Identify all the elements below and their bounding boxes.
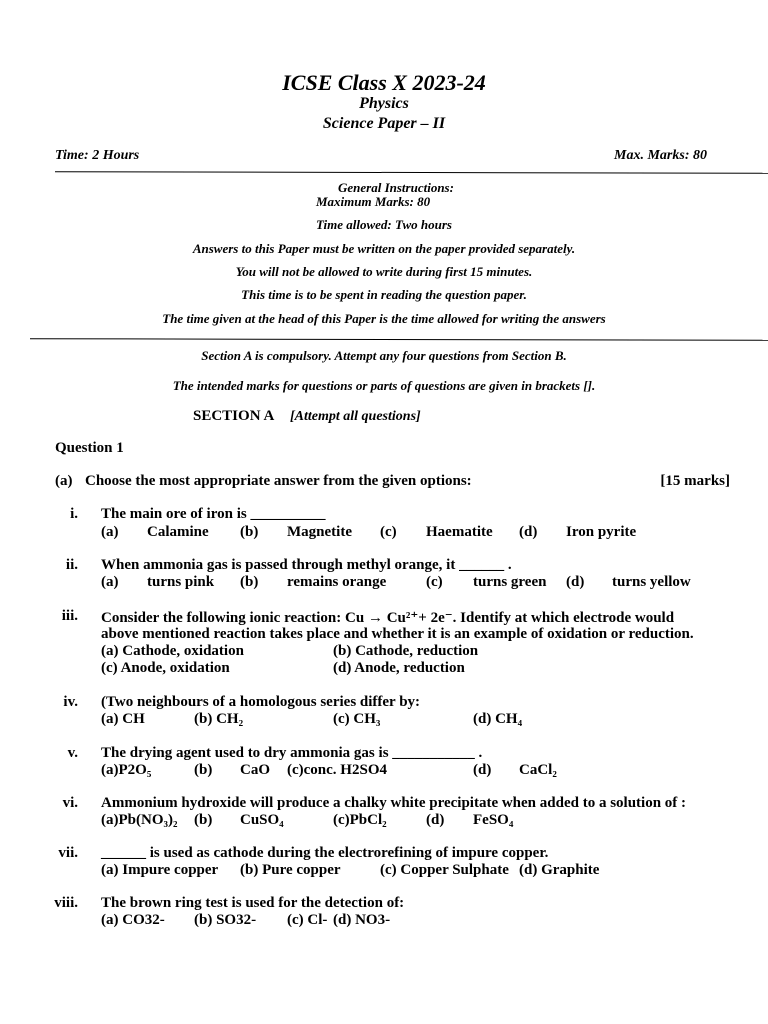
option-text: CaO [240,762,270,778]
option-label: (b) [194,812,213,828]
item-question: Ammonium hydroxide will produce a chalky white precipitate when added to a solution of : [101,795,687,811]
instruction-line-1: Answers to this Paper must be written on the paper provided separately. [192,241,576,256]
section-note-bracket: [Attempt all questions] [290,409,421,424]
option-text: (c) CH₃ [333,711,381,727]
option-text: (b) Cathode, reduction [333,643,479,659]
option-text: Iron pyrite [566,524,637,540]
item-question: (Two neighbours of a homologous series differ by: [101,694,421,710]
option-label: (a) [101,524,119,540]
option-text: (a) Impure copper [101,862,219,878]
option-text: (d) NO3- [333,912,391,928]
marks-note: The intended marks for questions or parts of questions are given in brackets []. [172,378,596,393]
option-label: (b) [240,524,259,540]
part-a-marks: [15 marks] [660,473,730,489]
paper-name: Science Paper – II [322,115,446,132]
item-question: When ammonia gas is passed through methyl orange, it ______ . [101,557,512,573]
instructions-time-allowed: Time allowed: Two hours [316,217,452,232]
option-text: (b) Pure copper [240,862,341,878]
option-text: turns green [473,574,547,590]
option-label: (c) [380,524,397,540]
item-question: Consider the following ionic reaction: Cu → Cu²⁺+ 2e⁻. Identify at which electrode would [101,610,675,626]
option-text: (a) CO32- [101,912,165,928]
option-text: FeSO₄ [473,812,514,828]
paper-title: ICSE Class X 2023-24 [282,70,486,95]
option-text: (d) Graphite [519,862,600,878]
instruction-line-2: You will not be allowed to write during first 15 minutes. [235,264,533,279]
item-number: viii. [54,895,78,911]
item-number: iv. [63,694,78,710]
option-label: (b) [240,574,259,590]
instructions-max-marks: Maximum Marks: 80 [316,194,431,209]
option-text: turns yellow [612,574,691,590]
option-label: (d) [426,812,445,828]
max-marks-label: Max. Marks: 80 [614,148,707,163]
item-number: v. [67,745,78,761]
option-label: (b) [194,762,213,778]
option-text: (c) Anode, oxidation [101,660,230,676]
item-number: i. [70,506,78,522]
option-text: Haematite [426,524,493,540]
section-heading: SECTION A [193,408,275,424]
header-divider [55,171,768,173]
item-question-continued: above mentioned reaction takes place and whether it is an example of oxidation or reduction. [101,626,694,642]
option-text: (a)P2O₅ [101,762,152,778]
option-label: (c) [426,574,443,590]
item-number: vii. [58,845,78,861]
option-text: Calamine [147,524,209,540]
option-text: remains orange [287,574,387,590]
option-text: CuSO₄ [240,812,284,828]
option-text: (b) CH₂ [194,711,244,727]
paper-subject: Physics [359,95,409,112]
option-label: (d) [519,524,538,540]
instruction-line-4: The time given at the head of this Paper is the time allowed for writing the answers [162,311,606,326]
item-number: vi. [62,795,78,811]
part-a-text: Choose the most appropriate answer from the given options: [85,473,472,489]
option-text: CaCl₂ [519,762,557,778]
part-a-label: (a) [55,473,73,489]
option-text: (a)Pb(NO₃)₂ [101,812,178,828]
option-label: (d) [566,574,585,590]
option-text: (c)conc. H2SO4 [287,762,387,778]
section-note: Section A is compulsory. Attempt any four questions from Section B. [201,348,567,363]
instruction-line-3: This time is to be spent in reading the question paper. [241,287,527,302]
option-text: (d) Anode, reduction [333,660,465,676]
option-text: (c) Cl- [287,912,328,928]
option-text: Magnetite [287,524,352,540]
question-title: Question 1 [55,440,124,456]
item-number: iii. [61,608,78,624]
option-text: turns pink [147,574,215,590]
option-label: (a) [101,574,119,590]
option-text: (a) Cathode, oxidation [101,643,244,659]
option-text: (a) CH [101,711,145,727]
instructions-heading: General Instructions: [338,180,454,195]
item-number: ii. [65,557,78,573]
instructions-divider [30,338,768,341]
option-text: (c) Copper Sulphate [380,862,509,878]
item-question: The brown ring test is used for the detection of: [101,895,405,911]
item-question: The main ore of iron is __________ [101,506,326,522]
option-text: (d) CH₄ [473,711,523,727]
item-question: The drying agent used to dry ammonia gas is ___________ . [101,745,483,761]
option-text: (c)PbCl₂ [333,812,387,828]
option-label: (d) [473,762,492,778]
option-text: (b) SO32- [194,912,257,928]
item-question: ______ is used as cathode during the electrorefining of impure copper. [101,845,549,861]
time-label: Time: 2 Hours [55,148,140,163]
